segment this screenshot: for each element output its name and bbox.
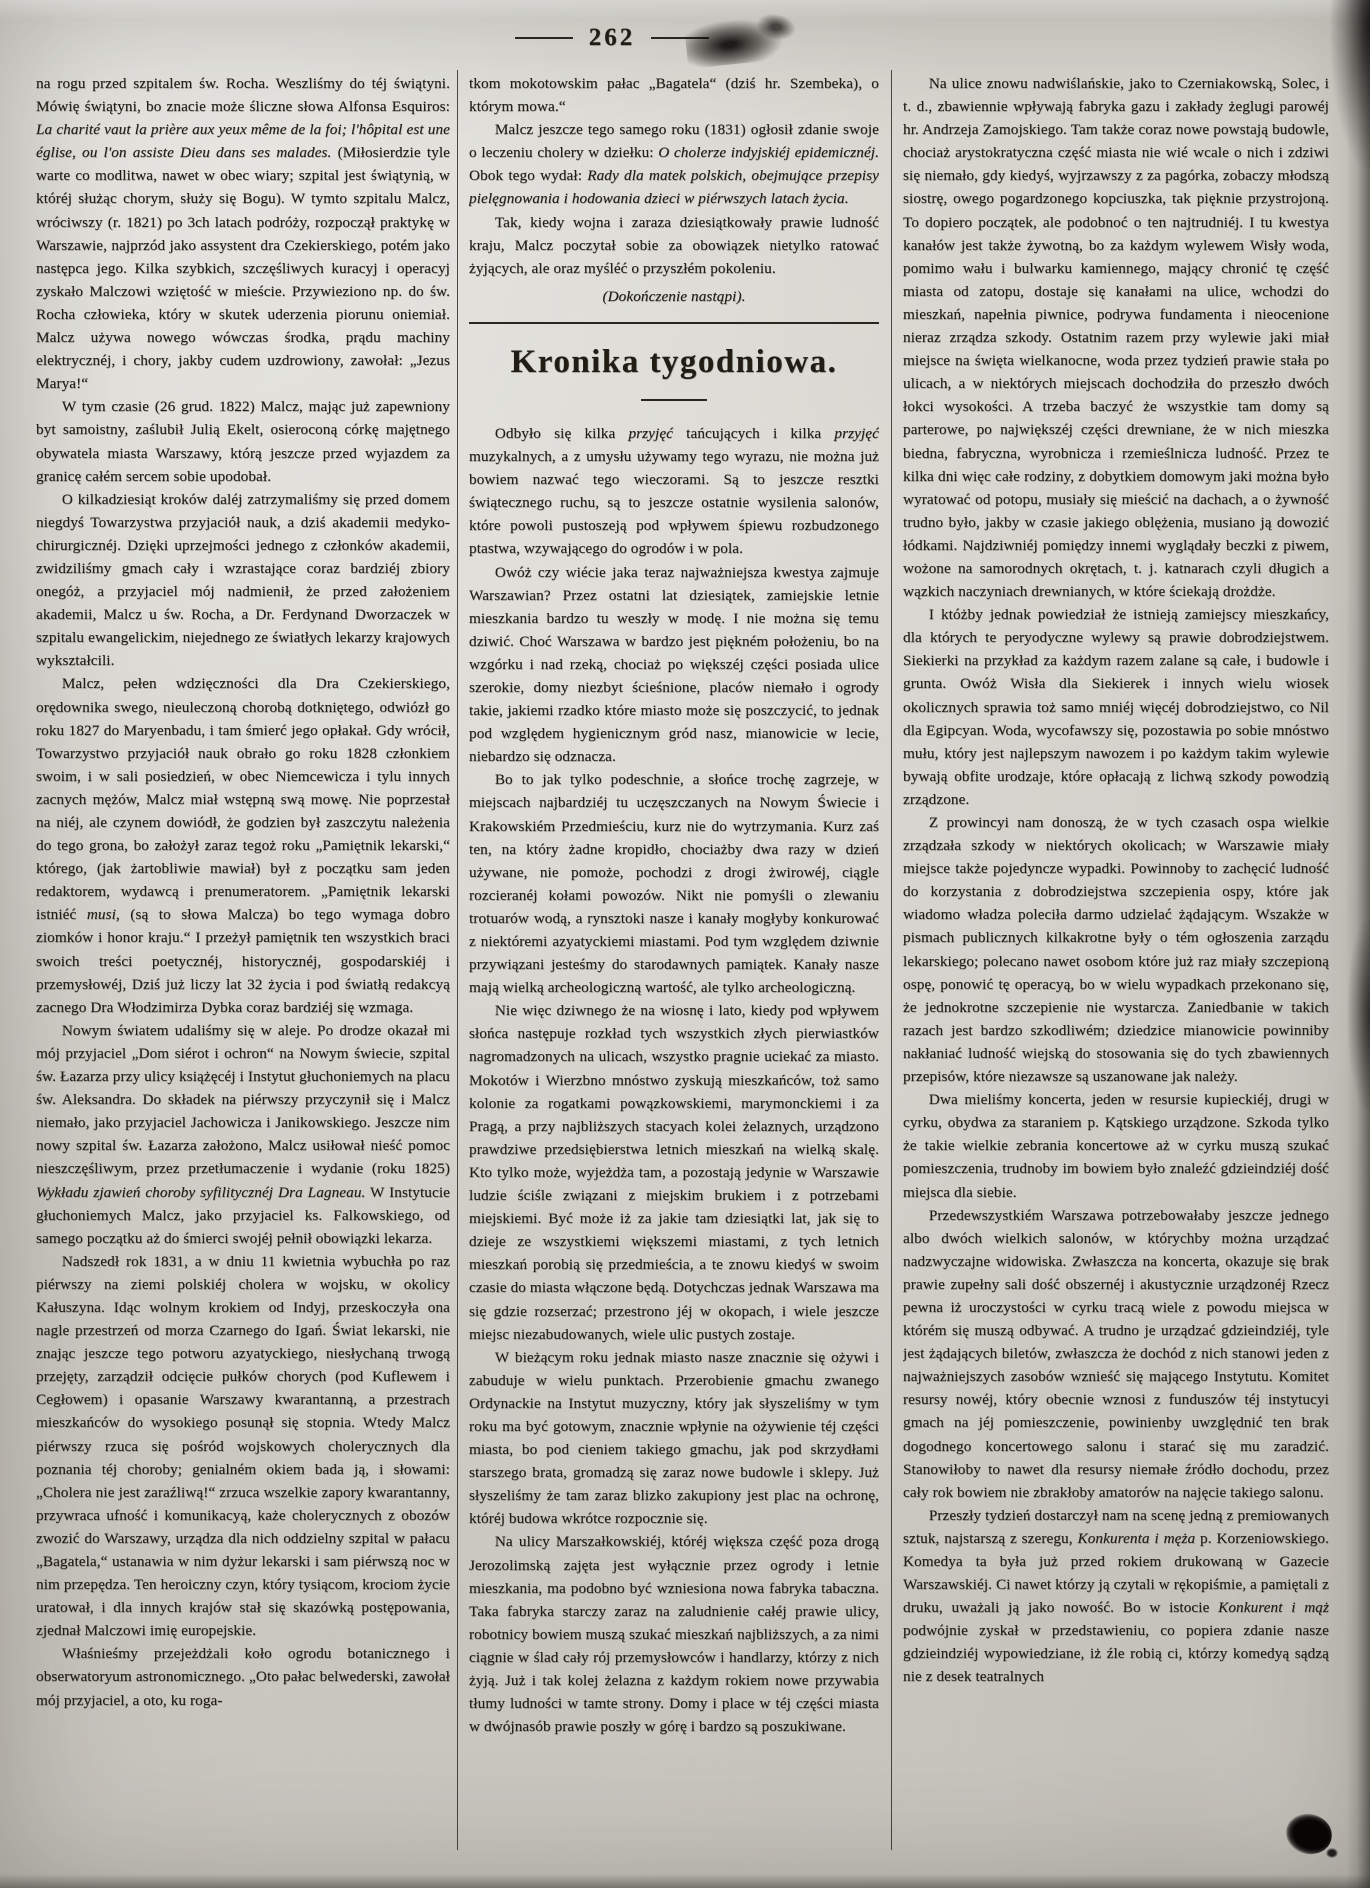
text-segment: Na ulicy Marszałkowskiéj, któréj większa część poza drogą Jerozolimską zajęta jest wyłącznie przez ogrody i letnie mieszkania, ma podobno być wzniesiona nowa fabryka tabaczna. Taka fabryka starczy zaraz na zaludnienie całéj prawie ulicy, robotnicy bowiem muszą szukać mieszkań najbliższych, a za nimi ciągnie w ślad cały rój przemysłowców i handlarzy, którzy z nich żyją. Już i tak kolej żelazna z każdym rokiem nowe przywabia tłumy ludności w tamte strony. Domy i place w téj części miasta w dwójnasób prawie poszły w górę i bardzo są poszukiwane. <box>469 1533 879 1736</box>
text-segment: Obok tego wydał: <box>469 167 588 185</box>
text-segment: Na ulice znowu nadwiślańskie, jako to Czerniakowską, Solec, i t. d., zbawiennie wpływają fabryka gazu i zakłady żeglugi parowéj hr. Andrzeja Zamojskiego. Tam także coraz nowe powstają budowle, chociaż arystokratyczna część miasta nie wié wcale o nich i zdziwi się niemało, gdy kiedyś, wyjrzawszy z za pagórka, zobaczy młodszą siostrę, owego pogardzonego kopciuszka, tak pięknie przystrojoną. To dopiero początek, ale podobnoć o ten najtrudniéj. I tu kwestya kanałów jest także żywotną, bo za każdym wylewem Wisły woda, pomimo wału i bulwarku kamiennego, mający chronić tę część miasta od zatopu, dostaje się kanałami na ulice, wchodzi do mieszkań, napełnia piwnice, podrywa fundamenta i nieocenione nieraz zrządza szkody. Ostatnim razem przy wylewie jaki miał miejsce na święta wielkanocne, woda przez tydzień prawie stała po ulicach, a w niektórych miejscach dochodziła do przeszło dwóch łokci wysokości. A trzeba baczyć że wszystkie tam domy są parterowe, po największéj części drewniane, że w nich mieszka biedna, fabryczna, wyrobnicza i rzemieślnicza ludność. Przez te kilka dni więc całe rodziny, z dobytkiem domowym jaki można było wyratować od potopu, musiały się mieścić na dachach, a o żywność trudno było, jakby w czasie jakiego oblężenia, musiano ją dowozić łódkami. Najdziwniéj pomiędzy innemi wyglądały beczki z piwem, wożone na samorodnych okrętach, t. j. katnarach czyli długich a wązkich naczyniach drewnianych, w które ściekają drożdże. <box>903 75 1329 601</box>
text-segment: I któżby jednak powiedział że istnieją zamiejscy mieszkańcy, dla których te peryodyczne wylewy są prawie dobrodziejstwem. Siekierki na przykład za każdym razem zalane są całe, i budowle i grunta. Owóż Wisła dla Siekierek i innych wielu wiosek okolicznych sprawia toż samo mniéj więcéj dobrodziejstwo, co Nil dla Egipcyan. Woda, wycofawszy się, pozostawia po sobie mnóstwo mułu, który jest najlepszym nawozem i po każdym takim wylewie bywają obfite urodzaje, które opłacają z lichwą szkody powodzią zrządzone. <box>903 606 1329 808</box>
scan-shadow-bottom-edge <box>0 1874 1370 1888</box>
article-conclusion-block <box>469 72 879 280</box>
italic-text-segment: musi <box>86 906 116 924</box>
paragraph <box>469 72 879 118</box>
section-separator-rule <box>469 322 879 324</box>
column-1-article-text <box>36 72 450 1847</box>
italic-text-segment: Wykładu zjawień choroby syfilitycznéj Dra Lagneau. <box>36 1183 366 1201</box>
paragraph <box>903 1504 1329 1689</box>
title-underline-rule <box>641 399 707 401</box>
paragraph <box>469 211 879 280</box>
scan-dark-corner-top-right <box>1330 0 1370 170</box>
italic-text-segment: przyjęć <box>834 424 879 442</box>
italic-text-segment: O cholerze indyjskiéj epidemicznéj. <box>658 144 879 162</box>
text-segment: Przeszły tydzień dostarczył nam na scenę jedną z premiowanych sztuk, najstarszą z szeregu, <box>903 1506 1329 1547</box>
text-segment: Nadszedł rok 1831, a w dniu 11 kwietnia wybuchła po raz piérwszy na ziemi polskiéj cholera w wojsku, w okolicy Kałuszyna. Idąc wolnym krokiem od Indyj, przeskoczyła ona nagle przestrzeń od morza Czarnego do Igań. Świat lekarski, nie znając jeszcze tego potworu azyatyckiego, niesłychaną trwogą przejęty, zarządził odcięcie pułków chorych (pod Kuflewem i Cegłowem) i opasanie Warszawy kwarantanną, a przestrach mieszkańców do wysokiego posunął się stopnia. Wtedy Malcz piérwszy rzuca się pośród wojskowych cholerycznych dla poznania téj choroby; genialném okiem bada ją, i słowami: „Cholera nie jest zaraźliwą!“ zrzuca wszelkie zapory kwarantanny, przywraca ufność i komunikacyą, każe cholerycznych z obozów zwozić do Warszawy, urządza dla nich oddzielny szpital w pałacu „Bagatela,“ ustanawia w nim dyżur lekarski i sam piérwszą noc w nim przepędza. Ten heroiczny czyn, który tysiącom, krociom życie uratował, i dla innych krajów stał się skazówką postępowania, zjednał Malczowi imię europejskie. <box>36 1252 450 1640</box>
page-number-row <box>452 24 772 52</box>
text-segment: Dwa mieliśmy koncerta, jeden w resursie kupieckiéj, drugi w cyrku, obydwa za staraniem p. Kątskiego urządzone. Szkoda tylko że takie wielkie zebrania koncertowe aż w cyrku muszą szukać pomieszczenia, trudnoby im bowiem było znaleźć gdzieindziéj dość miejsca dla siebie. <box>903 1091 1329 1201</box>
text-segment: Malcz, pełen wdzięczności dla Dra Czekierskiego, orędownika swego, nieuleczoną chorobą dotkniętego, odwiózł go roku 1827 do Maryenbadu, i tam śmierć jego opłakał. Gdy wrócił, Towarzystwo przyjaciół nauk obrało go roku 1828 członkiem swoim, i w sali posiedzień, w obec Niemcewicza i tylu innych zacnych mężów, Malcz miał wstępną swą mowę. Nie poprzestał na niéj, ale czynem dowiódł, że godzien był zaszczytu należenia do tego grona, bo założył zaraz tegoż roku „Pamiętnik lekarski,“ którego, (jak żartobliwie mawiał) był z początku sam jeden redaktorem, wydawcą i prenumeratorem. „Pamiętnik lekarski istniéć <box>36 675 450 924</box>
scan-light-edge <box>0 0 1370 20</box>
column-2 <box>469 72 879 1847</box>
text-segment: Nowym światem udaliśmy się w aleje. Po drodze okazał mi mój przyjaciel „Dom siérot i ochron“ na Nowym świecie, szpital św. Łazarza przy ulicy książęcéj i Instytut głuchoniemych na placu św. Aleksandra. Do składek na piérwszy przyczynił się i Malcz niemało, jako przyjaciel Jachowicza i Janikowskiego. Jeszcze nim nowy szpital św. Łazarza założono, Malcz usiłował nieść pomoc nieszczęśliwym, przez przetłumaczenie i wydanie (roku 1825) <box>36 1021 450 1178</box>
page-number-dash-left <box>515 37 573 39</box>
text-segment: (Miłosierdzie tyle warte co modlitwa, nawet w obec wiary; szpital jest świątynią, w któréj służąc chorym, służy się Bogu). W tymto szpitalu Malcz, wróciwszy (r. 1821) po 3ch latach podróży, rozpoczął praktykę w Warszawie, najprzód jako assystent dra Czekierskiego, potém jako następca jego. Kilka szybkich, szczęśliwych kuracyj i operacyj zyskało Malczowi wziętość w mieście. Przywieziono np. do św. Rocha człowieka, który w skutek uderzenia piorunu oniemiał. Malcz używa nowego wówczas środka, prądu machiny elektrycznéj, i chory, jakby cudem uzdrowiony, zawołał: „Jezus Marya!“ <box>36 144 450 393</box>
paragraph <box>903 1088 1329 1203</box>
paragraph <box>36 672 450 1018</box>
text-segment: Z prowincyi nam donoszą, że w tych czasach ospa wielkie zrządzała szkody w niektórych okolicach; w Warszawie miały miejsce także pojedyncze wypadki. Powinnoby to zachęcić ludność do korzystania z dobrodziejstwa szczepienia ospy, które jak wiadomo władza poleciła darmo udzielać żądającym. Wszakże w pismach publicznych kilkakrotne były o tém ogłoszenia zarządu lekarskiego; polecano nawet osobom które już raz miały szczepioną ospę, ponowić tę operacyą, bo w wielu wypadkach przekonano się, że jednokrotne szczepienie nie wystarcza. Zaniedbanie w takich razach jest bardzo szkodliwém; dziedzice mianowicie powinniby nakłaniać ludność wiejską do stosowania się do tych zbawiennych przepisów, które niezawsze są uszanowane jak należy. <box>903 814 1329 1086</box>
text-segment: Bo to jak tylko podeschnie, a słońce trochę zagrzeje, w miejscach najbardziéj tu uczęszczanych na Nowym Świecie i Krakowskiém Przedmieściu, kurz nie do wytrzymania. Kurz zaś ten, na który żadne kropidło, chociażby dwa razy w dzień używane, nie pomoże, pochodzi z drogi żwirowéj, ciągle rozcieranéj kołami powozów. Nikt nie pomyśli o zlewaniu trotuarów wodą, a rynsztoki nasze i kanały mogłyby konkurować z niektóremi azyatyckiemi miastami. Pod tym względem dziwnie przywiązani jesteśmy do starodawnych pamiątek. Kanały nasze mają wielką archeologiczną wartość, ale tylko archeologiczną. <box>469 771 879 997</box>
text-segment: Odbyło się kilka <box>494 424 629 442</box>
text-segment: Przedewszystkiém Warszawa potrzebowałaby jeszcze jednego albo dwóch wielkich salonów, w którychby można urządzać nadzwyczajne widowiska. Zwłaszcza na koncerta, okazuje się brak prawie zupełny sali dość obszernéj i akustycznie urządzonéj Rzecz pewna iż uroczystości w cyrku tracą wiele z powodu miejsca w którém się muszą odbywać. A trudno je urządzać gdzieindziéj, tyle jest żądających biletów, zwłaszcza że dochód z nich stanowi jeden z najważniejszych zasobów wznieść się mającego Instytutu. Komitet resursy nowéj, który obecnie wznosi z funduszów téj instytucyi gmach na jéj pomieszczenie, powinienby uwzględnić ten brak dogodnego koncertowego salonu i starać się mu zaradzić. Stanowiłoby to nawet dla resursy niemałe źródło dochodu, przez cały rok bowiem nie zbrakłoby amatorów na najęcie takiego salonu. <box>903 1206 1329 1501</box>
paragraph <box>36 1019 450 1250</box>
text-segment: podwójnie zyskał w przedstawieniu, co popiera zdanie nasze gdzieindziéj wypowiedziane, iż źle robią ci, którzy komedyą sądzą nie z desek teatralnych <box>903 1622 1329 1686</box>
kronika-text-block <box>469 422 879 1738</box>
text-segment: W tym czasie (26 grud. 1822) Malcz, mając już zapewniony byt samoistny, zaślubił Julią Ekelt, osieroconą córkę majętnego obywatela miasta Warszawy, którą jeszcze przed wyjazdem za granicę całém sercem sobie upodobał. <box>36 398 450 485</box>
text-segment: Nie więc dziwnego że na wiosnę i lato, kiedy pod wpływem słońca następuje rozkład tych wszystkich złych pierwiastków nagromadzonych na ulicach, wszystko pragnie uciekać za miasto. Mokotów i Wierzbno mnóstwo zyskują mieszkańców, toż samo kolonie za rogatkami powązkowskiemi, marymonckiemi i za Pragą, a przy najbliższych stacyach kolei żelaznych, urządzono prawdziwe przedsiębierstwa letnich mieszkań na wielką skalę. Kto tylko może, wyjeżdża tam, a pozostają jedynie w Warszawie ludzie ściśle związani z miejskim brukiem i z potrzebami miejskiemi. Być może iż za jakie tam dziesiątki lat, jak się to dzieje ze wszystkiemi większemi miastami, z tych letnich mieszkań porobią się przedmieścia, a te znowu kiedyś w swoim czasie do miasta włączone będą. Dotychczas jednak Warszawa ma się gdzie rozserzać; przestrono jéj w okopach, i wiele jeszcze miejsc niezabudowanych, wiele ulic pustych zostaje. <box>469 1002 879 1343</box>
paragraph <box>903 72 1329 603</box>
text-segment: Malcz jeszcze tego samego roku (1831) ogłosił zdanie swoje o leczeniu cholery w dziełku: <box>469 121 879 162</box>
text-segment: Właśnieśmy przejeżdżali koło ogrodu botanicznego i obserwatoryum astronomicznego. „Oto pałac belwederski, zawołał mój przyjaciel, a oto, ku roga- <box>36 1645 450 1709</box>
column-3-article-text <box>903 72 1329 1847</box>
scan-shadow-right-edge <box>1346 0 1370 1888</box>
text-segment: Tak, kiedy wojna i zaraza dziesiątkowały prawie ludność kraju, Malcz poczytał sobie za obowiązek nietylko ratować żyjących, ale oraz myśléć o przyszłém pokoleniu. <box>469 213 879 277</box>
continuation-note: (Dokończenie nastąpi). <box>602 287 746 305</box>
column-divider-left <box>457 70 458 1850</box>
ink-blot-satellite <box>1326 1848 1338 1858</box>
text-segment: muzykalnych, a z umysłu używamy tego wyrazu, nie można już bowiem nazwać tego wieczorami. Są to jeszcze resztki świątecznego ruchu, są to jeszcze ostatnie wysilenia salonów, które powoli pustoszeją pod wpływem śpiewu rozbudzonego ptastwa, wzywającego do ogrodów i w pola. <box>469 448 879 558</box>
paragraph <box>469 422 879 561</box>
paragraph <box>36 1642 450 1711</box>
paragraph <box>36 1250 450 1643</box>
italic-text-segment: przyjęć <box>628 424 674 442</box>
paragraph <box>469 999 879 1345</box>
paragraph <box>469 118 879 210</box>
paragraph <box>903 1204 1329 1504</box>
paragraph <box>36 488 450 673</box>
page-number-dash-right <box>651 37 709 39</box>
italic-text-segment: Konkurent i mąż <box>1218 1599 1329 1617</box>
paragraph <box>469 1346 879 1531</box>
text-segment: tańcujących i kilka <box>673 424 835 442</box>
paragraph <box>469 561 879 769</box>
text-segment: p. Korzeniowskiego. Komedya ta była już przed rokiem drukowaną w Gazecie Warszawskiéj. Ci nawet którzy ją czytali w rękopiśmie, a pamiętali z druku, uważali ją jako nowość. Bo w istocie <box>903 1529 1329 1617</box>
text-segment: , (są to słowa Malcza) bo tego wymaga dobro ziomków i honor kraju.“ I przeżył pamiętnik ten wszystkich braci swoich treści poetycznéj, historycznéj, gospodarskiéj i przemysłowéj, Dziś już liczy lat 32 życia i pod światłą redakcyą zacnego Dra Włodzimirza Dybka coraz bardziéj się wzmaga. <box>36 906 450 1016</box>
text-segment: W bieżącym roku jednak miasto nasze znacznie się ożywi i zabuduje w wielu punktach. Przerobienie gmachu zwanego Ordynackie na Instytut muzyczny, który jak słyszeliśmy w tym roku ma być gotowym, znacznie wpłynie na ożywienie téj części miasta, bo pod cieniem takiego gmachu, jak pod skrzydłami starszego brata, gromadzą się zaraz nowe budowle i sklepy. Już słyszeliśmy że tam zaraz blizko zakupiony jest plac na ochronę, któréj budowa wkrótce rozpocznie się. <box>469 1348 879 1528</box>
italic-text-segment: Konkurenta i męża <box>1077 1529 1196 1547</box>
paragraph <box>36 72 450 395</box>
column-divider-right <box>891 70 892 1850</box>
paragraph <box>469 1530 879 1738</box>
text-segment: na rogu przed szpitalem św. Rocha. Weszliśmy do téj świątyni. Mówię świątyni, bo znacie może śliczne słowa Alfonsa Esquiros: <box>36 75 450 116</box>
paragraph <box>903 603 1329 811</box>
paragraph <box>469 768 879 999</box>
italic-text-segment: La charité vaut la prière aux yeux même de la foi; l'hôpital est une église, ou l'on assiste Dieu dans ses malades. <box>36 121 450 162</box>
text-segment: tkom mokotowskim pałac „Bagatela“ (dziś hr. Szembeka), o którym mowa.“ <box>469 75 879 116</box>
text-segment: W Instytucie głuchoniemych Malcz, jako przyjaciel ks. Falkowskiego, od samego początku aż do śmierci swojéj pełnił obowiązki lekarza. <box>36 1183 450 1247</box>
page-number: 262 <box>588 24 636 51</box>
text-segment: Owóż czy wiécie jaka teraz najważniejsza kwestya zajmuje Warszawian? Przez ostatni lat dziesiątek, zamiejskie letnie mieszkania bardzo tu weszły w modę. I nie można się temu dziwić. Choć Warszawa w bardzo jest piękném położeniu, bo na wzgórku i nad rzeką, chociaż po większéj części posiada ulice szerokie, domy niezbyt ścieśnione, placów niemało i ogrody takie, jakiemi rzadko które miasto może się poszczycić, to jednak pod względem hygienicznym gród nasz, mianowicie w lecie, niebardzo się odznacza. <box>469 563 879 766</box>
paragraph <box>36 395 450 487</box>
text-segment: O kilkadziesiąt kroków daléj zatrzymaliśmy się przed domem niegdyś Towarzystwa przyjaciół nauk, a dziś akademii medyko-chirurgicznéj. Dzięki uprzejmości jednego z członków akademii, zwidziliśmy gmach cały i wzrastające coraz bardziéj zbiory onegóż, a przyjaciel mój nadmienił, że przed założeniem akademii, Malcz u św. Rocha, a Dr. Ferdynand Dworzaczek w szpitalu ewangelickim, niejednego ze światłych lekarzy krajowych wykształcili. <box>36 490 450 670</box>
paragraph <box>903 811 1329 1088</box>
italic-text-segment: Rady dla matek polskich, obejmujące przepisy pielęgnowania i hodowania dzieci w piérwszych latach życia. <box>469 167 879 208</box>
section-title: Kronika tygodniowa. <box>510 343 838 380</box>
scan-smudge-right-mid <box>1348 920 1370 1110</box>
